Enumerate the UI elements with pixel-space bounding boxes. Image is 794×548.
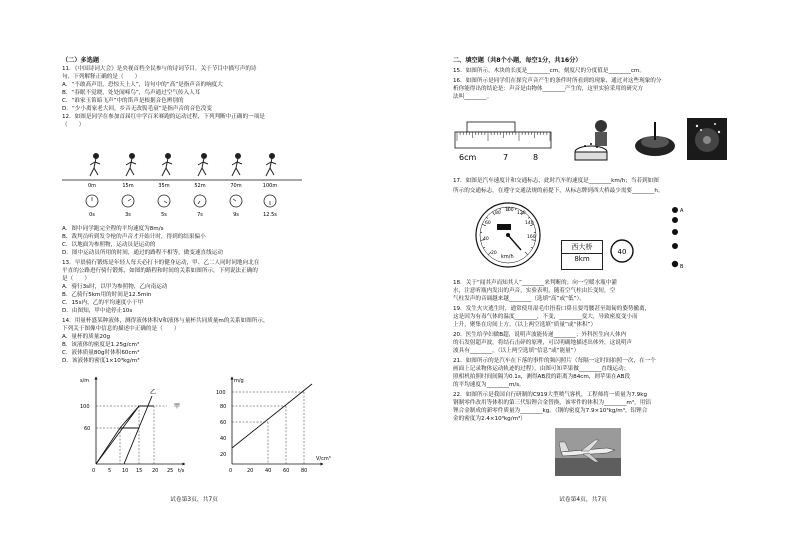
runner-time-label: 7s [197, 212, 203, 218]
sign-bridge-name: 西大桥 [562, 242, 602, 254]
speedometer-tick: 120 [517, 211, 526, 216]
speedometer-tick: 40 [483, 237, 489, 242]
speedometer-tick: 100 [505, 208, 514, 213]
graph2-ytick: 80 [220, 404, 227, 410]
graph2-xtick: 0 [229, 468, 233, 474]
page-footer-right: 试卷第4页，共7页 [559, 497, 607, 503]
wood-block [467, 122, 515, 132]
runner-distance-label: 35m [158, 183, 170, 189]
graph1-xtick: 5 [108, 468, 112, 474]
graph2-xtick: 20 [247, 468, 254, 474]
right-page: 二、填空题（共8个小题，每空1分，共16分） 15．如图所示，木块的长度是________cm，刻度尺的分度值是________cm。 16．如图所示是同学们在探究声音产生的条件时所看到的现象，通过对这些现象的分 析你能得出的结论是：声音是由物体________产生的，这里实验采用的研究方 法叫________。 6cm 7 8 17．如图是汽车速度计和交通标志，此时汽车的速度是________km/h；当若到如图 所示的交通标志，在遵守交通法规的前提下，从标志牌到西大桥最少需要________h。 20 40 60 80 100 120 140 160 km/h 西大桥 8km 40 A B 18．关于“闻其声而知其人”________来判断的；向一空暖水瓶中灌 水，注意听瓶内发出的声音，实验表明，随着空气柱由长变短，空 气柱发声的音调越来越________（选填“高”或“低”）。 19．发生火灾逃生时，通常使用湿毛巾捂着口鼻且要弯腰甚至匍匐的姿势撤离， 这是因为有毒气体的温度________，不变，________变大，导致密度变小而 上升，聚集在房间上方。（以上两空选填“质量”或“体积”） 20．医生给孕妇做B超，说明声波能传递________；外科医生向人体内 的石发射超声波，将结石击碎的原理，可以明确地描述出体外，这说明声 波具有________。（以上两空选填“信息”或“能量”） 21．如图所示的是汽车在下落的事件的频闪照片（每隔一定时间拍照一次，在一个 画面上记录物体运动轨迹的过程），由图可知苹果做________直线运动； 照相机拍照时间间隔为0.1s，测得AB段的距离为84cm，则苹果在AB段 的平均速度为________m/s。 22．如图所示是我国自行研制的C919大型喷气客机，工程师将一质量为7.9kg 钢制零件改用等体积的第三代铝锂合金替换，该零件的体积为________m³，用铝 锂合金制成的新零件质量为________kg。（钢的密度为7.9×10³kg/m³，铝锂合 金的密度为2.4×10³kg/m³） 试卷第4页，共7页 [397, 0, 794, 548]
graph1-xtick: 20 [152, 468, 159, 474]
runner-icon [90, 154, 276, 177]
apple-label: B [680, 264, 684, 270]
graph2-ytick: 60 [220, 420, 227, 426]
stopwatch-icon [86, 195, 276, 207]
runner-time-label: 3s [125, 212, 131, 218]
speedometer-tick: 60 [485, 221, 491, 226]
graph1-xtick: 15 [136, 468, 143, 474]
graph2-xtick: 60 [283, 468, 290, 474]
runner-time-label: 9s [233, 212, 239, 218]
runner-distance-label: 0m [87, 183, 97, 189]
speedometer [473, 200, 543, 270]
speedometer-tick: 20 [491, 251, 497, 256]
graph1-ytick: 100 [80, 404, 90, 410]
ruler-figure [453, 118, 553, 164]
section-title-fill-blank: 二、填空题（共8个小题，每空1分，共16分） [453, 57, 582, 64]
drum-experiment-image [569, 116, 625, 162]
ruler-label: 6cm [459, 153, 477, 162]
falling-apple-strobe [665, 206, 687, 272]
graph2-ytick: 40 [220, 436, 227, 442]
series-jia-line [96, 406, 154, 464]
runner-time-label: 12.5s [263, 212, 277, 218]
graph1-xtick: 0 [92, 468, 96, 474]
section-title-multiple-choice: （二）多选题 [62, 57, 100, 64]
left-page: （二）多选题 11．《中国诗词大会》是央视首档全民参与的诗词节目，关于节目中描写声的诗 句，下列解释正确的是（ ） A．“不敢高声语，恐惊天上人”，诗句中的“高”是指声音的响度大 B．“春眠不觉晓，处处闻啼鸟”，鸟声通过空气传入人耳 C．“谁家玉笛暗飞声”中的笛声是根据音色辨别的 D．“少小离家老大回，乡音无改鬓毛衰”是指声音的音色没变 12．如图是同学在参加首届红中学百米赛跑的运动过程，下列判断中正确的一项是 （ ） 0m 15m 35m 52m 70m 100m 0s 3s 5s 7s 9s 12.5s A．图中同学跑完全程的平均速度为8m/s B．裁判员听到发令枪的声音才开始计时，得到的结果偏小 C．以地面为参照物，运动员是运动的 D．图中运动员所用的时间，通过的路程不相等，做变速直线运动 13．早晨骑行锻炼是年轻人每天必打卡的健身运动，甲、乙二人同时同地向北在 平直的公路进行骑行锻炼，如图的路程和时间的关系如图所示，下列说法正确的 是（ ） A．骑行3s时，以甲为参照物，乙向南运动 B．乙骑行5km用的时间是12.5min C．15s内，乙的平均速度小于甲 D．由图知，甲中途停止10s 14．用量杯盛某种液体，测得液体体积V和液体与量杯共同质量m的关系如图所示， 下列关于图像中信息的描述中正确的是（ ） A．量杯的质量20g B．该液体的密度是1.25g/cm³ C．液体质量80g时体积60cm³ D．该液体的密度1×10³kg/m³ s/m t/s 100 60 0 5 10 15 20 25 乙 甲 m/g V/cm³ 100 80 60 40 20 0 20 40 60 80 试卷第3页，共7页 [62, 57, 331, 503]
speedometer-tick: 80 [495, 211, 501, 216]
speaker-image [687, 118, 727, 160]
ruler-label: 8 [533, 153, 539, 162]
graph1-xtick: 25 [167, 468, 174, 474]
speedometer-unit: km/h [501, 254, 514, 260]
water-tuning-fork-image [633, 120, 677, 160]
mass-volume-graph [212, 372, 332, 474]
distance-time-graph [72, 372, 192, 474]
series-yi-line [96, 406, 139, 464]
runner-distance-label: 100m [262, 183, 278, 189]
graph2-ytick: 20 [220, 452, 227, 458]
speed-limit-sign [609, 238, 635, 264]
graph2-xtick: 80 [301, 468, 308, 474]
distance-sign [561, 240, 603, 270]
graph1-series-label: 乙 [150, 389, 157, 396]
speedometer-tick: 140 [525, 221, 534, 226]
ruler-label: 7 [503, 153, 509, 162]
graph1-xlabel: t/s [178, 468, 185, 474]
graph2-ylabel: m/g [234, 378, 244, 384]
graph1-ylabel: s/m [80, 378, 90, 384]
runner-distance-label: 70m [230, 183, 242, 189]
page-footer-left: 试卷第3页，共7页 [170, 497, 218, 503]
runner-distance-label: 52m [194, 183, 206, 189]
sign-distance: 8km [574, 255, 590, 263]
c919-airplane-photo [555, 428, 621, 476]
mass-volume-line [232, 384, 312, 448]
graph2-ytick: 100 [216, 390, 226, 396]
question-15: 15．如图所示，木块的长度是________cm，刻度尺的分度值是________cm。 [453, 68, 645, 74]
runner-figure [62, 140, 302, 224]
graph2-xtick: 40 [265, 468, 272, 474]
runner-time-label: 0s [89, 212, 95, 218]
graph2-xlabel: V/cm³ [316, 456, 331, 462]
graph1-ytick: 60 [84, 426, 91, 432]
graph1-xtick: 10 [122, 468, 129, 474]
apple-label: A [680, 208, 684, 214]
graph1-series-label: 甲 [174, 403, 181, 410]
speed-limit-value: 40 [617, 248, 627, 256]
runner-time-label: 5s [161, 212, 167, 218]
runner-distance-label: 15m [122, 183, 134, 189]
speedometer-tick: 160 [527, 235, 536, 240]
